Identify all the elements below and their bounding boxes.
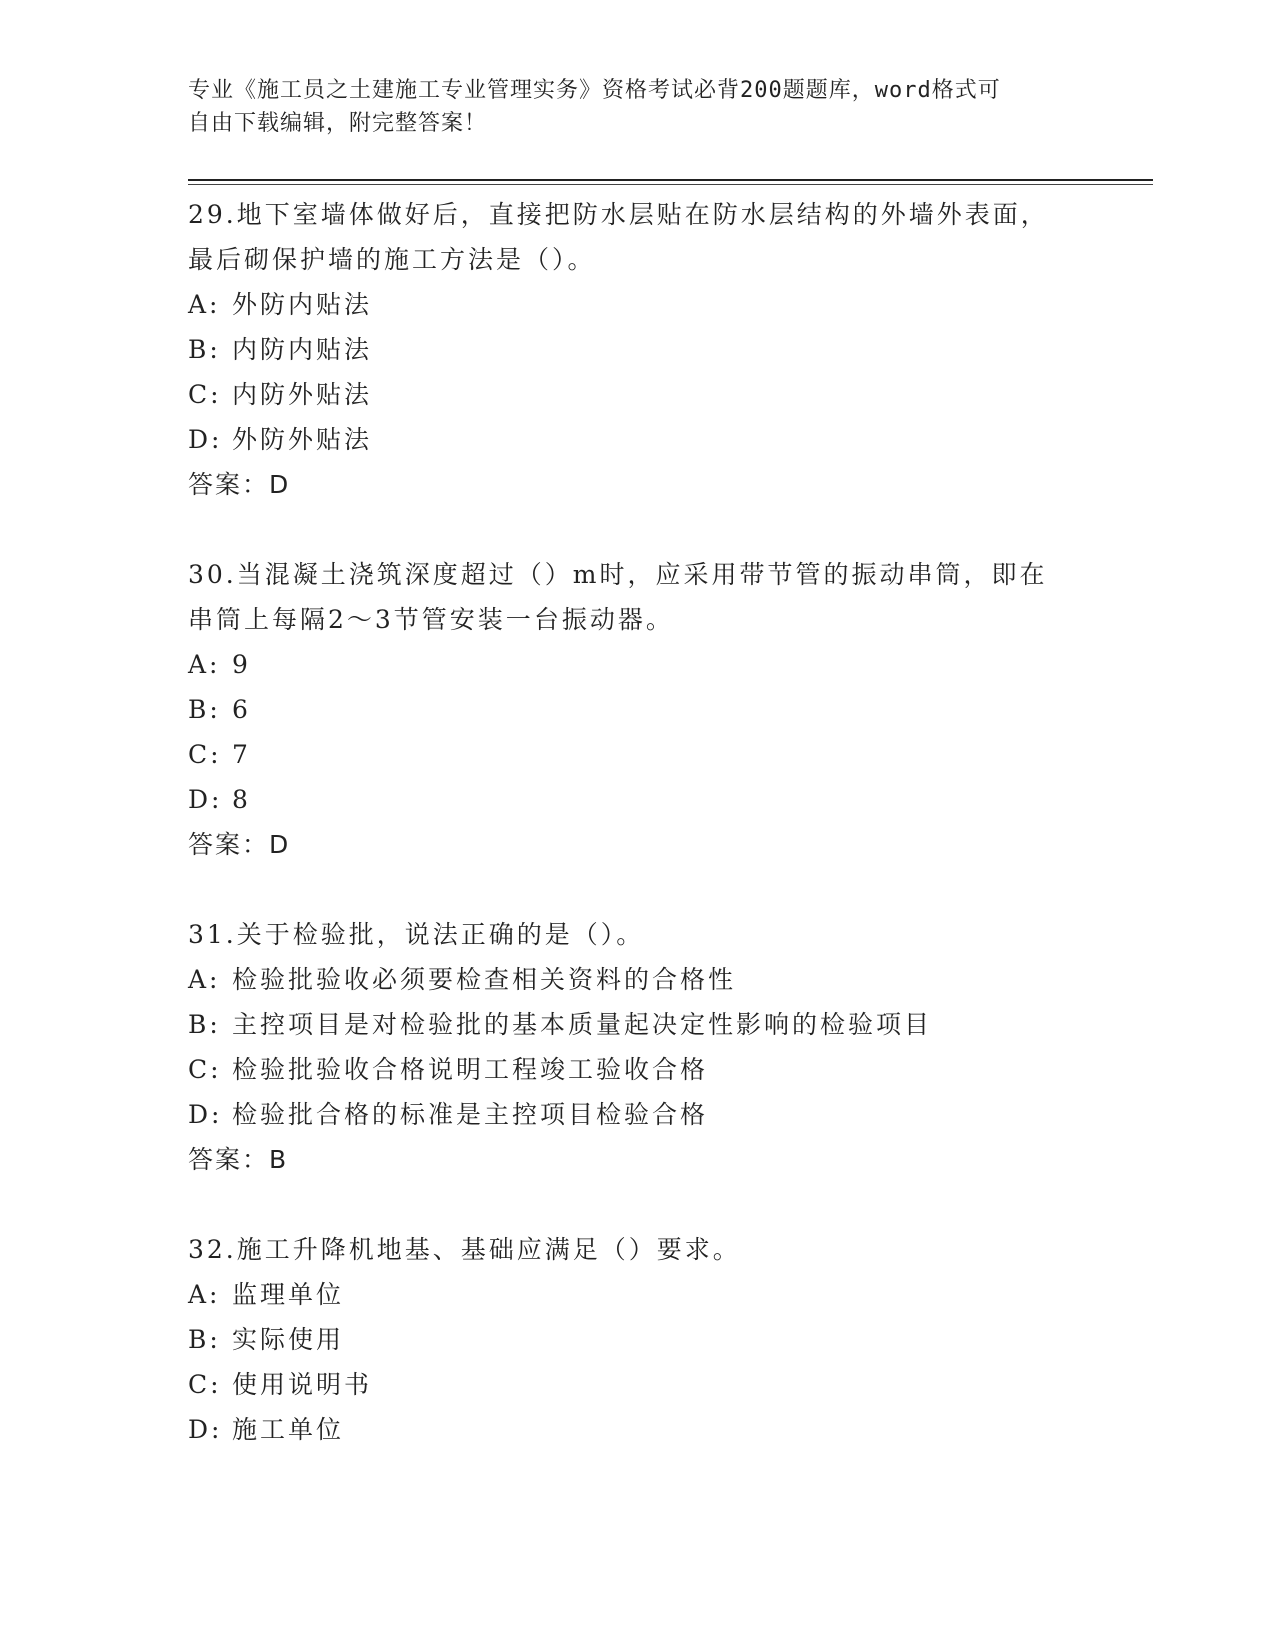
option-text: 实际使用 [232,1325,345,1354]
option-text: 施工单位 [232,1415,345,1444]
option-b [188,687,1088,732]
option-key: B: [188,335,221,364]
option-a [188,642,1088,687]
header-line-2: 自由下载编辑，附完整答案！ [188,111,488,136]
question-stem [188,192,1088,282]
option-key: C: [188,1370,222,1399]
option-text: 检验批验收必须要检查相关资料的合格性 [232,965,737,994]
question-stem [188,912,1088,957]
option-c [188,732,1088,777]
option-text: 7 [232,740,251,769]
question-list [188,192,1088,1497]
option-key: D: [188,425,223,454]
option-text: 外防外贴法 [232,425,373,454]
option-text: 监理单位 [232,1280,345,1309]
option-key: A: [188,290,221,319]
option-d [188,1407,1088,1452]
option-text: 主控项目是对检验批的基本质量起决定性影响的检验项目 [232,1010,933,1039]
header-divider-thick [188,179,1153,181]
header-line-1: 专业《施工员之土建施工专业管理实务》资格考试必背200题题库，word格式可 [188,78,1001,103]
question-32 [188,1227,1088,1452]
option-a [188,1272,1088,1317]
option-b [188,1317,1088,1362]
question-stem [188,552,1088,642]
answer-line: 答案：D [188,470,291,499]
document-header [188,74,1068,140]
option-d [188,777,1088,822]
option-key: B: [188,1010,221,1039]
question-stem-line-1: 31.关于检验批，说法正确的是（）。 [188,920,645,949]
option-key: D: [188,1100,223,1129]
option-text: 检验批合格的标准是主控项目检验合格 [232,1100,709,1129]
option-key: D: [188,1415,223,1444]
option-key: D: [188,785,223,814]
option-text: 8 [232,785,251,814]
question-stem-line-1: 30.当混凝土浇筑深度超过（）m时，应采用带节管的振动串筒，即在 [188,560,1048,589]
option-c [188,1362,1088,1407]
option-key: A: [188,965,221,994]
header-divider-thin [188,184,1153,185]
option-d [188,417,1088,462]
option-key: C: [188,740,222,769]
option-text: 9 [232,650,251,679]
option-text: 内防外贴法 [232,380,373,409]
option-text: 使用说明书 [232,1370,373,1399]
answer-line: 答案：B [188,1145,289,1174]
question-stem-line-2: 串筒上每隔2～3节管安装一台振动器。 [188,605,674,634]
question-stem-line-1: 32.施工升降机地基、基础应满足（）要求。 [188,1235,741,1264]
option-text: 6 [232,695,251,724]
option-b [188,327,1088,372]
option-text: 外防内贴法 [232,290,373,319]
question-stem [188,1227,1088,1272]
option-text: 检验批验收合格说明工程竣工验收合格 [232,1055,709,1084]
option-key: B: [188,695,221,724]
option-b [188,1002,1088,1047]
option-text: 内防内贴法 [232,335,373,364]
option-key: B: [188,1325,221,1354]
question-29 [188,192,1088,507]
option-key: C: [188,1055,222,1084]
question-31 [188,912,1088,1182]
option-c [188,372,1088,417]
question-stem-line-1: 29.地下室墙体做好后，直接把防水层贴在防水层结构的外墙外表面， [188,200,1049,229]
question-30 [188,552,1088,867]
option-c [188,1047,1088,1092]
option-a [188,282,1088,327]
option-key: C: [188,380,222,409]
question-stem-line-2: 最后砌保护墙的施工方法是（）。 [188,245,596,274]
option-key: A: [188,650,221,679]
option-d [188,1092,1088,1137]
answer-line: 答案：D [188,830,291,859]
option-key: A: [188,1280,221,1309]
option-a [188,957,1088,1002]
